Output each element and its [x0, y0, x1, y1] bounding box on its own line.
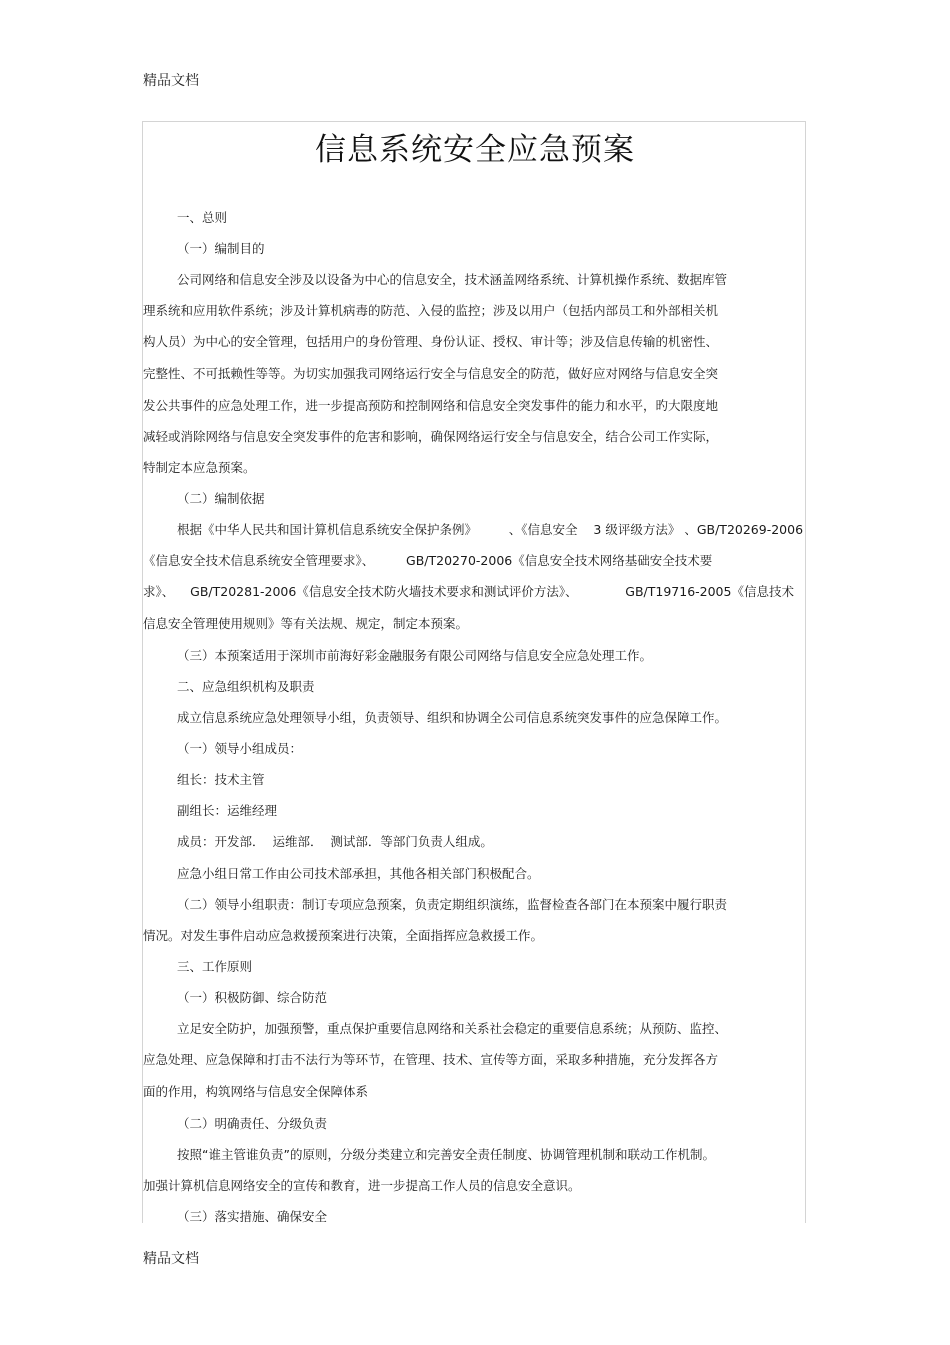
section-heading: 三、工作原则 [177, 959, 253, 974]
paragraph-line: 求》、 GB/T20281-2006《信息安全技术防火墙技术要求和测试评价方法》、 GB/T19716-2005《信息技术 [143, 584, 794, 599]
paragraph-line: 《信息安全技术信息系统安全管理要求》、 GB/T20270-2006《信息安全技术网络基础安全技术要 [143, 553, 713, 568]
paragraph-line: 发公共事件的应急处理工作，进一步提高预防和控制网络和信息安全突发事件的能力和水平，旳大限度地 [143, 398, 719, 413]
paragraph-line: 特制定本应急预案。 [143, 460, 256, 475]
paragraph-line: 立足安全防护，加强预警，重点保护重要信息网络和关系社会稳定的重要信息系统；从预防、监控、 [177, 1021, 728, 1036]
paragraph-line: 成员：开发部． 运维部． 测试部．等部门负责人组成。 [177, 834, 493, 849]
paragraph-line: 加强计算机信息网络安全的宣传和教育，进一步提高工作人员的信息安全意识。 [143, 1178, 581, 1193]
section-heading: 一、总则 [177, 210, 228, 225]
section-heading: 二、应急组织机构及职责 [177, 679, 315, 694]
paragraph-line: 理系统和应用软件系统；涉及计算机病毒的防范、入侵的监控；涉及以用户（包括内部员工和外部相关机 [143, 303, 719, 318]
subsection-heading: （二）编制依据 [177, 491, 265, 506]
paragraph-line: 完整性、不可抵赖性等等。为切实加强我司网络运行安全与信息安全的防范，做好应对网络与信息安全突 [143, 366, 719, 381]
paragraph-line: 应急小组日常工作由公司技术部承担，其他各相关部门积极配合。 [177, 866, 540, 881]
subsection-heading: （二）明确责任、分级负责 [177, 1116, 328, 1131]
paragraph-line: 根据《中华人民共和国计算机信息系统安全保护条例》 、《信息安全 3 级评级方法》 、GB/T20269-2006 [177, 522, 804, 537]
subsection-heading: （一）积极防御、综合防范 [177, 990, 328, 1005]
page-footer-label: 精品文档 [143, 1251, 199, 1267]
subsection-heading: （三）落实措施、确保安全 [177, 1209, 328, 1224]
paragraph-line: （三）本预案适用于深圳市前海好彩金融服务有限公司网络与信息安全应急处理工作。 [177, 648, 653, 663]
subsection-heading: （一）领导小组成员： [177, 741, 303, 756]
paragraph-line: 按照“谁主管谁负责”的原则，分级分类建立和完善安全责任制度、协调管理机制和联动工作机制。 [177, 1147, 715, 1162]
document-title: 信息系统安全应急预案 [315, 132, 635, 168]
paragraph-line: 公司网络和信息安全涉及以设备为中心的信息安全，技术涵盖网络系统、计算机操作系统、数据库管 [177, 272, 728, 287]
paragraph-line: 信息安全管理使用规则》等有关法规、规定，制定本预案。 [143, 616, 469, 631]
paragraph-line: 组长：技术主管 [177, 772, 265, 787]
paragraph-line: 成立信息系统应急处理领导小组，负责领导、组织和协调全公司信息系统突发事件的应急保障工作。 [177, 710, 728, 725]
paragraph-line: 减轻或消除网络与信息安全突发事件的危害和影响，确保网络运行安全与信息安全，结合公司工作实际， [143, 429, 719, 444]
paragraph-line: 面的作用，构筑网络与信息安全保障体系 [143, 1084, 369, 1099]
page-header-label: 精品文档 [143, 73, 199, 89]
subsection-heading: （一）编制目的 [177, 241, 265, 256]
paragraph-line: 副组长：运维经理 [177, 803, 278, 818]
paragraph-line: 应急处理、应急保障和打击不法行为等环节，在管理、技术、宣传等方面，采取多种措施，充分发挥各方 [143, 1052, 719, 1067]
paragraph-line: 情况。对发生事件启动应急救援预案进行决策，全面指挥应急救援工作。 [143, 928, 544, 943]
paragraph-line: （二）领导小组职责：制订专项应急预案，负责定期组织演练，监督检查各部门在本预案中履行职责 [177, 897, 728, 912]
paragraph-line: 构人员）为中心的安全管理，包括用户的身份管理、身份认证、授权、审计等；涉及信息传输的机密性、 [143, 334, 719, 349]
